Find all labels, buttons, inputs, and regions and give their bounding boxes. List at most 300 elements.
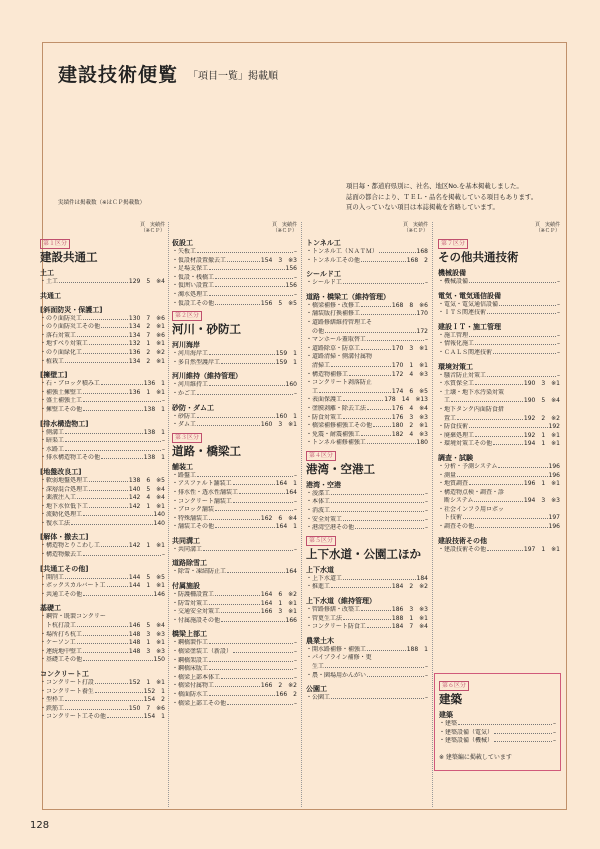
item-name: ・管更生工法 (306, 614, 343, 622)
item-name: ・電気・電気通信設備 (438, 300, 499, 308)
list-item (306, 379, 428, 388)
item-name: ・道路清掃・側溝付属物 (306, 353, 373, 361)
list-item (438, 349, 560, 358)
item-name: ・特殊舗装工 (172, 514, 209, 522)
item-value: 152 1 ※1 (128, 679, 165, 686)
leader-dots (367, 676, 424, 677)
item-name: ・のり面緑化工 (40, 348, 83, 356)
header-line: （※ＣＰ） (140, 228, 165, 234)
list-item (172, 291, 297, 300)
subsection-title: 土工 (40, 269, 54, 277)
item-name: ・コンクリート打設 (40, 679, 94, 686)
item-value: – (557, 331, 560, 339)
page-title: 建設技術便覧 (58, 64, 179, 86)
leader-dots (107, 717, 143, 718)
item-value: 138 1 (143, 428, 165, 436)
list-item (438, 278, 560, 287)
item-value: 196 (548, 462, 560, 470)
item-name: ・農・園場用かんがい (306, 671, 367, 679)
item-value: 164 (285, 568, 297, 576)
item-name: ・補強土擁壁工 (40, 388, 83, 396)
item-name: ・ＩＴＳ関連技術 (438, 309, 487, 317)
item-name: ・盛土補強土工 (40, 397, 83, 405)
subsection-title: 砂防・ダム工 (172, 403, 214, 412)
subsection-title: 建設ＩＴ・施工管理 (438, 322, 501, 331)
item-value: 130 7 ※6 (128, 314, 165, 322)
item-name: ・植栽工 (40, 357, 65, 365)
list-item (438, 506, 560, 515)
leader-dots (209, 354, 275, 355)
item-name: ・免震・耐震補強工 (306, 430, 361, 438)
list-item (172, 274, 297, 283)
list-item (40, 520, 165, 529)
subsection-title: 河川海岸 (172, 341, 200, 350)
item-name: ・薬液注入工 (40, 494, 77, 502)
leader-dots (325, 332, 416, 333)
item-value: 166 (285, 616, 297, 624)
leader-dots (83, 595, 153, 596)
item-value: 156 (285, 282, 297, 290)
header-line: 頁 実績件 (139, 222, 165, 228)
list-item (306, 672, 428, 681)
list-item (438, 472, 560, 481)
subsection-title: [擁壁工] (40, 371, 68, 380)
list-item (306, 654, 428, 663)
item-value: 184 (416, 574, 428, 582)
section-badge: 第２区分 (172, 311, 202, 321)
item-value: – (425, 507, 428, 515)
leader-dots (83, 401, 161, 402)
leader-dots (475, 436, 523, 437)
list-item (40, 679, 165, 688)
item-name: ・復水工法 (40, 519, 71, 527)
item-name: ・排水性・透水性舗装工 (172, 488, 239, 496)
leader-dots (77, 643, 128, 644)
item-name: ・地下タンク内面防食措 (438, 405, 504, 413)
list-item (172, 617, 297, 626)
column-divider (168, 222, 169, 807)
section-badge-wrap (438, 236, 560, 249)
item-name: ・管路修繕・改築工 (306, 606, 361, 614)
list-item (438, 489, 560, 498)
item-name: ・構造物撤去工 (40, 551, 83, 559)
item-value: 129 5 ※4 (128, 278, 165, 285)
item-name: ・場所打ち杭工 (40, 630, 83, 638)
item-name: ・道路修繕維持管理工そ (306, 318, 373, 326)
item-value: – (425, 663, 428, 670)
subsection-title: 河川維持（維持管理） (172, 372, 242, 381)
leader-dots (215, 304, 260, 305)
item-name: ・深層混合処理工 (40, 485, 89, 493)
item-name: ・アスファルト舗装工 (172, 480, 232, 488)
leader-dots (71, 524, 153, 525)
item-value: 159 1 (275, 350, 297, 358)
list-item (40, 494, 165, 503)
subsection-title: [解体・撤去工] (40, 533, 89, 542)
item-name: ・共同溝工 (172, 545, 203, 553)
list-item (306, 490, 428, 499)
list-item (306, 336, 428, 345)
list-item (306, 615, 428, 624)
list-item (306, 623, 428, 632)
list-item (306, 414, 428, 423)
leader-dots (77, 336, 128, 337)
item-name: ト杭打設工 (40, 622, 77, 630)
item-value: – (162, 397, 165, 405)
list-item (306, 431, 428, 440)
list-item (172, 413, 297, 422)
item-name: 工 (306, 387, 319, 395)
item-name: ・コンクリート工その他 (40, 713, 106, 721)
item-name: ・本体工 (306, 498, 331, 506)
item-name: ・土壌・地下水汚染対策 (438, 388, 505, 396)
item-value: 196 1 ※1 (523, 480, 560, 488)
leader-dots (367, 443, 416, 444)
item-value: 178 14 ※13 (384, 396, 428, 404)
leader-dots (457, 476, 548, 477)
item-value: 148 3 ※3 (128, 647, 165, 655)
header-line: （※ＣＰ） (535, 228, 560, 234)
leader-dots (331, 502, 424, 503)
list-item (40, 389, 165, 398)
item-value: – (557, 340, 560, 348)
item-value: 197 (548, 514, 560, 522)
item-name: ・防食技術 (438, 423, 469, 431)
leader-dots (209, 661, 293, 662)
leader-dots (469, 336, 556, 337)
list-item (439, 729, 556, 738)
section-6-box (434, 673, 561, 771)
list-item (438, 423, 560, 432)
list-item (172, 665, 297, 674)
header-line: （※ＣＰ） (403, 228, 428, 234)
item-value: 180 2 ※1 (391, 422, 428, 430)
leader-dots (209, 269, 285, 270)
item-value: – (425, 279, 428, 287)
list-item (306, 353, 428, 362)
item-name: ・かご工 (172, 389, 197, 397)
leader-dots (65, 362, 128, 363)
list-item (306, 248, 428, 257)
item-value: – (425, 336, 428, 344)
subsection-title: 調査・試験 (438, 453, 473, 462)
list-item (172, 657, 297, 666)
item-value: 196 (548, 523, 560, 531)
item-value: 192 1 ※1 (523, 431, 560, 439)
header-line: 頁 実績件 (534, 222, 560, 228)
list-item (172, 682, 297, 691)
list-item (40, 705, 165, 714)
item-name: ・流動化処理工 (40, 511, 83, 519)
page-subtitle: 「項目一覧」掲載順 (188, 71, 278, 82)
list-item (306, 279, 428, 288)
item-value: 197 1 ※1 (523, 545, 560, 553)
leader-dots (233, 652, 293, 653)
item-value: 142 4 ※4 (128, 494, 165, 502)
leader-dots (343, 579, 416, 580)
item-name: ・砂防工 (172, 412, 197, 420)
item-name: ・建築設備（電気） (439, 728, 494, 736)
item-value: – (294, 248, 297, 255)
leader-dots (95, 683, 128, 684)
section-badge: 第７区分 (438, 239, 468, 249)
list-item (438, 332, 560, 341)
item-value: 168 (416, 248, 428, 255)
list-item (172, 591, 297, 600)
item-name: ・鋼橋床版工 (172, 665, 209, 673)
subsection-title: [排水構造物工] (40, 419, 89, 428)
item-value: 160 1 (275, 412, 297, 420)
leader-dots (367, 409, 391, 410)
item-value: 176 4 ※4 (391, 404, 428, 412)
item-value: 136 1 (143, 380, 165, 388)
subsection-title: 上下水道 (306, 565, 334, 574)
item-name: ・軟弱地盤処理工 (40, 476, 89, 484)
item-name: ・分析・予測システム (438, 462, 498, 470)
column-2 (172, 222, 297, 708)
item-name: 置工 (438, 414, 457, 422)
item-name: ・多自然型護岸工 (172, 358, 221, 366)
item-value: 156 5 ※5 (260, 299, 297, 307)
item-value: – (294, 665, 297, 673)
leader-dots (77, 498, 128, 499)
leader-dots (233, 502, 293, 503)
leader-dots (498, 467, 547, 468)
item-value: – (162, 551, 165, 559)
list-item (306, 516, 428, 525)
column-divider (432, 222, 433, 807)
leader-dots (331, 366, 391, 367)
leader-dots (215, 686, 260, 687)
leader-dots (107, 586, 128, 587)
item-name: ・除雪・凍結防止工 (172, 568, 227, 576)
subsection-title: トンネル工 (306, 239, 341, 247)
list-item (438, 397, 560, 406)
item-name: ・調査その他 (438, 523, 475, 531)
subsection-title: コンクリート工 (40, 670, 89, 678)
leader-dots (493, 444, 523, 445)
list-item (438, 309, 560, 318)
column-header (172, 222, 297, 234)
list-item (172, 608, 297, 617)
section-badge: 第３区分 (172, 433, 202, 443)
list-item (40, 454, 165, 463)
item-value: 184 7 ※4 (391, 623, 428, 631)
list-item (40, 511, 165, 520)
leader-dots (361, 306, 391, 307)
item-name: ・鋼管・既製コンクリー (40, 613, 106, 621)
leader-dots (65, 450, 161, 451)
item-value: 152 1 (143, 687, 165, 695)
item-name: ・騒音防止対策工 (438, 371, 487, 379)
list-item (40, 688, 165, 697)
list-item (306, 345, 428, 354)
column-header (306, 222, 428, 234)
item-name: ・足場支保工 (172, 265, 209, 273)
item-value: 136 1 ※1 (128, 388, 165, 396)
subsection-title: 仮設工 (172, 239, 193, 247)
subsection-title: [斜面防災・保護工] (40, 305, 103, 314)
leader-dots (77, 626, 128, 627)
leader-dots (209, 695, 275, 696)
leader-dots (487, 376, 556, 377)
leader-dots (65, 441, 161, 442)
list-item (40, 332, 165, 341)
item-name: ・施工管理 (438, 331, 469, 339)
subsection-title: [共通工その他] (40, 564, 89, 573)
item-value: 168 2 (406, 256, 428, 264)
list-item (172, 498, 297, 507)
leader-dots (367, 340, 424, 341)
leader-dots (474, 501, 522, 502)
item-value: 138 1 (143, 405, 165, 413)
leader-dots (65, 433, 143, 434)
leader-dots (89, 344, 128, 345)
item-name: ・道路除草・防草工 (306, 344, 361, 352)
item-name: ・土工 (40, 278, 59, 285)
item-value: 136 2 ※2 (128, 348, 165, 356)
item-name: ・濁水処理工 (172, 290, 209, 298)
leader-dots (83, 660, 153, 661)
item-name: ・機械設備 (438, 278, 469, 285)
item-value: 168 8 ※6 (391, 301, 428, 309)
item-name: ・河川維持工 (172, 381, 209, 389)
list-item (306, 405, 428, 414)
list-item (438, 389, 560, 398)
list-item (40, 429, 165, 438)
item-name: ・仮設・桟橋工 (172, 273, 215, 281)
list-item (172, 472, 297, 481)
leader-dots (361, 314, 416, 315)
item-name: ・構造物点検・調査・診 (438, 488, 505, 496)
list-item (306, 328, 428, 337)
item-value: – (294, 290, 297, 298)
list-item (40, 582, 165, 591)
item-name: ・地すべり対策工 (40, 340, 88, 348)
column-header (40, 222, 165, 234)
subsection-title: 公園工 (306, 685, 327, 694)
section-badge: 第６区分 (439, 681, 469, 691)
subsection-title: 環境対策工 (438, 362, 473, 371)
column-header (438, 222, 560, 234)
list-item (172, 506, 297, 515)
item-value: 164 6 ※2 (260, 591, 297, 599)
list-item (306, 302, 428, 311)
item-value: 144 1 ※1 (128, 582, 165, 590)
item-name: ・マンホール蓋取替工 (306, 336, 366, 344)
intro-line: 項目毎・都道府県別に、社名、地区No.を基本掲載しました。 (346, 182, 523, 190)
item-value: 172 4 ※3 (391, 370, 428, 378)
leader-dots (233, 484, 275, 485)
item-name: ・橋梁補修補強工その他 (306, 422, 373, 430)
item-value: – (294, 389, 297, 397)
item-name: ・暗渠工 (40, 437, 65, 445)
item-name: ・ケーソン工 (40, 639, 76, 647)
item-value: 164 (285, 488, 297, 496)
list-item (40, 503, 165, 512)
leader-dots (215, 510, 293, 511)
list-item (438, 463, 560, 472)
leader-dots (83, 652, 128, 653)
section-title: 建設共通工 (40, 250, 98, 264)
section-note: ※ 建築編に掲載しています (439, 753, 512, 761)
list-item (438, 523, 560, 532)
item-value: 138 1 (143, 454, 165, 462)
list-item (438, 415, 560, 424)
item-value: – (294, 497, 297, 505)
section-title: 道路・橋梁工 (172, 443, 241, 458)
list-item (40, 278, 165, 287)
leader-dots (83, 410, 143, 411)
leader-dots (215, 278, 293, 279)
leader-dots (83, 393, 128, 394)
item-value: 146 (153, 590, 165, 598)
list-item (40, 397, 165, 406)
item-value: 194 3 ※3 (523, 497, 560, 505)
leader-dots (209, 385, 285, 386)
item-value: 170 (416, 310, 428, 318)
leader-dots (221, 621, 285, 622)
item-value: – (294, 639, 297, 647)
list-item (306, 422, 428, 431)
subsection-title: 機械設備 (438, 269, 466, 277)
item-value: 150 7 ※6 (128, 704, 165, 712)
subsection-title: [地盤改良工] (40, 467, 82, 476)
leader-dots (215, 595, 260, 596)
leader-dots (469, 282, 556, 283)
item-name: ・コンクリート防食工 (306, 623, 366, 631)
list-item (438, 497, 560, 506)
item-name: ・コンクリート剥落防止 (306, 379, 372, 387)
item-value: 146 5 ※4 (128, 622, 165, 630)
item-value: – (425, 489, 428, 497)
leader-dots (209, 604, 260, 605)
item-value: – (425, 498, 428, 506)
item-name: ・擁壁工その他 (40, 405, 83, 413)
list-item (306, 439, 428, 448)
list-item (172, 700, 297, 709)
item-value: 154 1 (143, 713, 165, 721)
list-item (40, 323, 165, 332)
item-value: 172 (416, 327, 428, 335)
item-name: ・側溝工 (40, 428, 65, 436)
item-name: ・測量 (438, 471, 457, 479)
item-name: ・トンネル工その他 (306, 256, 360, 264)
item-value: 132 1 ※1 (128, 340, 165, 348)
leader-dots (331, 494, 424, 495)
leader-dots (197, 252, 293, 253)
list-item (172, 639, 297, 648)
item-value: – (294, 471, 297, 479)
leader-dots (373, 426, 391, 427)
list-item (172, 359, 297, 368)
subsection-title: 道路・橋梁工（維持管理） (306, 292, 390, 301)
item-name: ・舗装版打換補修工 (306, 310, 361, 318)
item-value: 190 5 ※4 (523, 397, 560, 405)
item-name: ・トンネル補修補強工 (306, 439, 366, 447)
item-value: 162 6 ※4 (260, 514, 297, 522)
item-name: ・推進工 (306, 583, 331, 591)
list-item (40, 315, 165, 324)
item-value: – (425, 694, 428, 702)
item-name: 生工 (306, 663, 325, 670)
list-item (40, 713, 165, 722)
list-item (438, 301, 560, 310)
column-3 (306, 222, 428, 703)
list-item (172, 523, 297, 532)
list-item (172, 674, 297, 683)
leader-dots (83, 353, 128, 354)
